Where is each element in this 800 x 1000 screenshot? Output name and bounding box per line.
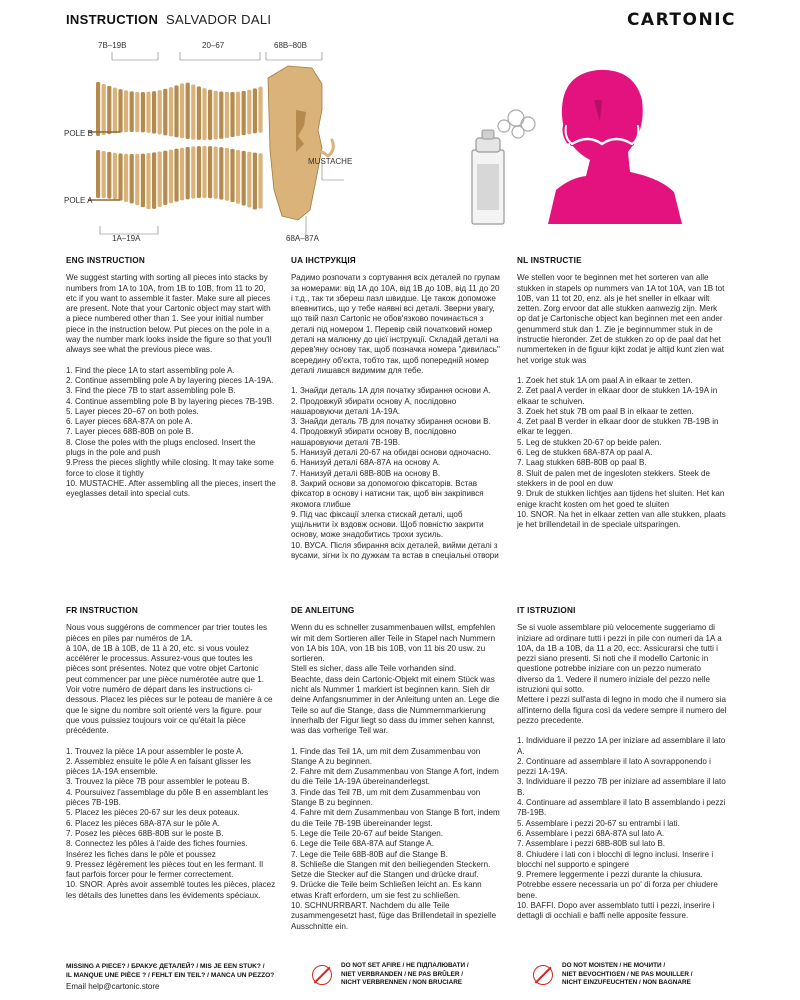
cardboard-slice [118, 89, 122, 132]
heading-fr: FR INSTRUCTION [66, 606, 138, 615]
dali-painted-bust [548, 70, 682, 224]
instruction-step: 7. Laag stukken 68B-80B op paal B. [517, 458, 647, 468]
missing-piece-line2: IL MANQUE UNE PIÈCE ? / FEHLT EIN TEIL? / MANCA UN PEZZO? [66, 972, 275, 979]
instruction-step: 5. Assemblare i pezzi 20-67 su entrambi i lati. [517, 818, 680, 828]
instruction-it [517, 606, 727, 922]
cardboard-slice [186, 83, 190, 139]
instruction-step: 1. Individuare il pezzo 1A per iniziare ad assemblare il lato A. [517, 736, 726, 756]
cardboard-slice [102, 151, 106, 198]
instruction-step: 2. Continue assembling pole A by layering pieces 1A-19A. [66, 375, 274, 385]
cardboard-slice [141, 92, 145, 132]
cardboard-slice [219, 92, 223, 139]
dali-head-shape [268, 66, 322, 220]
cardboard-slice [158, 152, 162, 207]
moisture-warning-text: DO NOT MOISTEN / НЕ МОЧИТИ / NIET BEVOCHTIGEN / NE PAS MOUILLER / NICHT EINZUFEUCHTEN / NON BAGNARE [562, 962, 693, 986]
cardboard-slice [208, 90, 212, 140]
fire-warning-text: DO NOT SET AFIRE / НЕ ПІДПАЛЮВАТИ / NIET VERBRANDEN / NE PAS BRÛLER / NICHT VERBRENNEN / NON BRUCIARE [341, 962, 469, 986]
instruction-step: 4. Продовжуй збирати основу В, послідовно нашаровуючи деталі 7В-19В. [291, 427, 457, 447]
intro-de: Wenn du es schneller zusammenbauen willst, empfehlen wir mit dem Sortieren aller Teile in Stapel nach Nummern von 1A bis 10A, von 1B bis 10B, von 11 bis 20 usw. zu sortieren. Stell es sicher, dass alle Teile vorhanden sind. Beachte, dass dein Cartonic-Objekt mit einem Stück was nicht als Nummer 1 markiert ist beginnen kann. Sieh dir deine Anfangsnummer in der Anleitung unten an. Lege die Teile so auf die Stange, dass die Nummernmarkierung innerhalb der Figur liegt so dass du immer sehen kannst, was das vorherige Teil war. [291, 623, 500, 736]
steps-nl [517, 376, 727, 530]
cardboard-slice [180, 148, 184, 201]
cardboard-slice [107, 86, 111, 134]
instruction-step: 10. SNOR. Na het in elkaar zetten van alle stukken, plaats je het brillendetail in de speciale uitsparingen. [517, 509, 726, 530]
cardboard-slice [197, 86, 201, 139]
cardboard-slice [197, 146, 201, 198]
cardboard-slice [113, 88, 117, 134]
instruction-step: 2. Fahre mit dem Zusammenbau von Stange A fort, indem du die Teile 1A-19A übereinanderlegst. [291, 767, 499, 787]
cardboard-slice [242, 91, 246, 135]
cardboard-slice [186, 147, 190, 199]
intro-nl: We stellen voor te beginnen met het sorteren van alle stukken in stapels op nummers van 1A tot 10A, van 1B tot 10B, van 11 tot 20, enz. als je het sneller in elkaar wilt zetten. Zorg ervoor dat alle stukken aanwezig zijn. Merk op dat je Cartonische object kan beginnen met een ander genummerd stuk dan 1. Zie je beginnummer stuk in de instructie hieronder. Zet de stukken zo op de paal dat het nummerteken in de figuur kijkt zodat je altijd kunt zien wat het vorige stuk was [517, 273, 725, 365]
cardboard-slice [191, 85, 195, 140]
instruction-step: 10. BAFFI. Dopo aver assemblato tutti i pezzi, inserire i dettagli di occhiali e baffi nelle apposite fessure. [517, 901, 715, 921]
cardboard-slice [247, 152, 251, 208]
steps-de [291, 747, 501, 932]
cardboard-slice [225, 92, 229, 138]
instruction-step: 8. Закрий основи за допомогою фіксаторів. Встав фіксатор в основу і натисни так, щоб він закріпився якомога глибше [291, 478, 484, 509]
instruction-step: 9. Pressez légèrement les pièces tout en les fermant. Il faut parfois forcer pour le fermer correctement. [66, 859, 264, 880]
cardboard-slice [174, 149, 178, 202]
cardboard-slice [202, 146, 206, 198]
cardboard-slice [230, 149, 234, 202]
dali-layered-model [60, 40, 360, 245]
instruction-step: 4. Continue assembling pole B by layering pieces 7B-19B. [66, 396, 275, 406]
cardboard-slice [146, 92, 150, 133]
cardboard-slice [169, 87, 173, 136]
cardboard-slice [208, 146, 212, 198]
cardboard-slice [113, 153, 117, 200]
instruction-step: 10. SCHNURRBART. Nachdem du alle Teile zusammengesetzt hast, füge das Brillendetail in spezielle Ausschnitte ein. [291, 901, 497, 931]
instruction-step: 2. Assemblez ensuite le pôle A en faisant glisser les pièces 1A-19A ensemble. [66, 756, 251, 777]
callout-68a-87a: 68A–87A [286, 234, 319, 243]
cardboard-slice [135, 154, 139, 205]
instruction-step: 8. Sluit de palen met de ingesloten stekkers. Steek de stekkers in de pool en duw [517, 468, 711, 488]
missing-piece-notice [66, 962, 296, 980]
instruction-step: 4. Poursuivez l'assemblage du pôle B en assemblant les pièces 7B-19B. [66, 787, 269, 808]
cardboard-slice [247, 90, 251, 134]
instruction-step: 1. Zoek het stuk 1A om paal A in elkaar te zetten. [517, 375, 693, 385]
instruction-step: 5. Нанизуй деталі 20-67 на обидві основи одночасно. [291, 448, 491, 458]
steps-en [66, 366, 276, 500]
instruction-step: 3. Individuare il pezzo 7B per iniziare ad assemblare il lato B. [517, 777, 726, 797]
callout-7b-19b: 7B–19B [98, 41, 127, 50]
cardboard-slice [135, 92, 139, 132]
instruction-step: 7. Assemblare i pezzi 68B-80B sul lato B. [517, 839, 666, 849]
instruction-step: 1. Finde das Teil 1A, um mit dem Zusammenbau von Stange A zu beginnen. [291, 746, 481, 766]
steps-it [517, 736, 727, 921]
steps-fr [66, 747, 276, 901]
instruction-step: 10. MUSTACHE. After assembling all the pieces, insert the eyeglasses detail into special cuts. [66, 478, 276, 499]
intro-en: We suggest starting with sorting all pieces into stacks by numbers from 1A to 10A, from 1B to 10B, from 11 to 20, etc if you want to assemble it faster. Make sure all pieces are present. Note that your Cartonic object may start with a piece numbered other than 1. See your initial number piece in the instruction below. Put pieces on the pole in a way the number mark looks inside the figure so that you'll always see what the previous piece was. [66, 273, 272, 355]
support-email: Email help@cartonic.store [66, 982, 160, 991]
callout-pole-b: POLE B [64, 129, 93, 138]
instruction-step: 9. Під час фіксації злегка стискай деталі, щоб ущільнити їх вздовж основи. Щоб повністю закрити основу, може знадобитись трохи зусиль. [291, 509, 484, 540]
cardboard-slice [118, 153, 122, 200]
cardboard-slice [152, 152, 156, 208]
cardboard-slice [253, 153, 257, 210]
instruction-fr [66, 606, 276, 901]
spray-can-icon [472, 130, 504, 224]
moisture-warning [533, 962, 693, 988]
cardboard-slice [141, 154, 145, 208]
page-header [66, 12, 736, 32]
instruction-step: 7. Нанизуй деталі 68В-80В на основу В. [291, 468, 441, 478]
page-footer [66, 962, 746, 992]
cardboard-slice [146, 153, 150, 209]
instruction-step: 1. Trouvez la pièce 1A pour assembler le poste A. [66, 746, 244, 756]
instruction-step: 10. SNOR. Après avoir assemblé toutes les pièces, placez les détails des lunettes dans les évidements spéciaux. [66, 880, 276, 900]
spray-cloud-icon [498, 110, 535, 138]
instruction-step: 6. Assemblare i pezzi 68A-87A sul lato A. [517, 828, 665, 838]
instruction-step: 4. Zet paal B verder in elkaar door de stukken 7B-19B in elkar te leggen. [517, 417, 719, 437]
instruction-step: 8. Close the poles with the plugs enclosed. Insert the plugs in the pole and push [66, 437, 256, 458]
intro-fr: Nous vous suggérons de commencer par trier toutes les pièces en piles par numéros de 1A. à 10A, de 1B à 10B, de 11 à 20, etc. si vous voulez accélérer le processus. Assurez-vous que toutes les pièces sont présentes. Notez que votre objet Cartonic peut commencer par une pièce numérotée autre que 1. Voir votre numéro de départ dans les instructions ci-dessous. Placez les pièces sur le poteau de manière à ce que le signe du nombre soit orienté vers la figure. pour que vous puissiez toujours voir ce qu'était la pièce précédente. [66, 623, 273, 736]
no-water-icon [533, 965, 553, 985]
cardboard-slice [130, 91, 134, 132]
instruction-title: INSTRUCTION [66, 12, 159, 27]
instruction-step: 6. Layer pieces 68A-87A on pole A. [66, 417, 193, 427]
cardboard-slice [163, 151, 167, 205]
dali-layered-model-svg [60, 40, 360, 245]
cardboard-slice [253, 88, 257, 133]
instruction-step: 1. Знайди деталь 1А для початку збирання основи А. [291, 386, 491, 396]
instruction-step: 9. Drücke die Teile beim Schließen leicht an. Es kann etwas Kraft erfordern, um sie fest zu schließen. [291, 880, 482, 900]
cardboard-slice [96, 82, 100, 136]
callout-1a-19a: 1A–19A [112, 234, 141, 243]
instruction-step: 6. Leg de stukken 68A-87A op paal A. [517, 448, 653, 458]
callout-68b-80b: 68B–80B [274, 41, 307, 50]
instruction-step: 3. Trouvez la pièce 7B pour assembler le poteau B. [66, 777, 250, 787]
cardboard-layers [96, 82, 263, 209]
cardboard-slice [107, 152, 111, 199]
cardboard-slice [174, 85, 178, 137]
instruction-step: 5. Leg de stukken 20-67 op beide palen. [517, 437, 662, 447]
instruction-step: 9.Press the pieces slightly while closing. It may take some force to close it tightly [66, 458, 274, 478]
instruction-step: 7. Lege die Teile 68B-80B auf die Stange B. [291, 849, 448, 859]
cardboard-slice [225, 148, 229, 201]
instruction-step: 3. Finde das Teil 7B, um mit dem Zusammenbau von Stange B zu beginnen. [291, 787, 481, 808]
cardboard-slice [258, 87, 262, 133]
cardboard-slice [158, 90, 162, 134]
cardboard-slice [163, 89, 167, 136]
cardboard-slice [191, 146, 195, 198]
instruction-step: 9. Druk de stukken lichtjes aan tijdens het sluiten. Het kan enige kracht kosten om het goed te sluiten [517, 489, 725, 509]
instruction-ua [291, 256, 501, 561]
instruction-nl [517, 256, 727, 530]
steps-ua [291, 386, 501, 561]
cartonic-logo: CARTONIC [626, 10, 736, 30]
spray-paint-illustration [460, 60, 690, 230]
fire-warning [312, 962, 469, 988]
dali-painted-figure [460, 60, 690, 230]
model-name: SALVADOR DALI [166, 12, 272, 27]
instruction-step: 8. Schließe die Stangen mit den beiliegenden Steckern. Setze die Stecker auf die Stangen und drücke drauf. [291, 859, 491, 880]
instruction-step: 10. ВУСА. Після збирання всіх деталей, вийми деталі з вусами, зігни їх по дужкам та встав в спеціальні отвори [291, 540, 499, 561]
instruction-step: 9. Premere leggermente i pezzi durante la chiusura. Potrebbe essere necessaria un po' di forza per chiudere bene. [517, 870, 718, 900]
heading-de: DE ANLEITUNG [291, 606, 355, 615]
instruction-step: 6. Placez les pièces 68A-87A sur le pôle A. [66, 818, 220, 828]
instruction-step: 8. Connectez les pôles à l'aide des fiches fournies. Insérez les fiches dans le pôle et poussez [66, 839, 248, 859]
cardboard-slice [236, 92, 240, 137]
cardboard-slice [214, 91, 218, 140]
cardboard-slice [130, 154, 134, 204]
cardboard-slice [219, 147, 223, 199]
cardboard-slice [124, 154, 128, 202]
cardboard-slice [152, 91, 156, 134]
no-fire-icon [312, 965, 332, 985]
instruction-step: 6. Нанизуй деталі 68А-87А на основу А. [291, 458, 441, 468]
instruction-step: 7. Posez les pièces 68B-80B sur le poste B. [66, 828, 224, 838]
instruction-step: 3. Знайди деталь 7В для початку збирання основи В. [291, 417, 491, 427]
callout-pole-a: POLE A [64, 196, 93, 205]
intro-it: Se si vuole assemblare più velocemente suggeriamo di iniziare ad ordinare tutti i pezzi in pile con numeri da 1A a 10A, da 1B a 10B, da 11 a 20, ecc. Assicurarsi che tutti i pezzi siano presenti. Si noti che il modello Cartonic in questione potrebbe iniziare con un pezzo numerato diverso da 1. Vedere il numero iniziale del pezzo nelle istruzioni qui sotto. Mettere i pezzi sull'asta di legno in modo che il numero sia all'interno della figura così da vedere sempre il numero del pezzo precedente. [517, 623, 727, 725]
instruction-step: 5. Layer pieces 20–67 on both poles. [66, 406, 199, 416]
instruction-step: 3. Find the piece 7B to start assembling pole B. [66, 386, 236, 396]
cardboard-slice [258, 153, 262, 208]
cardboard-slice [202, 88, 206, 140]
instruction-de [291, 606, 501, 932]
cardboard-slice [169, 150, 173, 204]
cardboard-slice [214, 147, 218, 199]
instruction-step: 1. Find the piece 1A to start assembling pole A. [66, 365, 235, 375]
missing-piece-line1: MISSING A PIECE? / БРАКУЄ ДЕТАЛЕЙ? / MIS JE EEN STUK? / [66, 963, 265, 970]
instruction-step: 5. Placez les pièces 20-67 sur les deux poteaux. [66, 808, 240, 818]
instruction-step: 8. Chiudere i lati con i blocchi di legno inclusi. Inserire i blocchi nel supporto e spingere [517, 849, 714, 869]
cardboard-slice [230, 92, 234, 137]
instruction-step: 2. Zet paal A verder in elkaar door de stukken 1A-19A in elkaar te schuiven. [517, 386, 718, 406]
heading-nl: NL INSTRUCTIE [517, 256, 582, 265]
cardboard-slice [242, 151, 246, 206]
instruction-step: 5. Lege die Teile 20-67 auf beide Stangen. [291, 828, 443, 838]
instruction-step: 7. Layer pieces 68B-80B on pole B. [66, 427, 194, 437]
cardboard-slice [180, 83, 184, 138]
cardboard-slice [236, 150, 240, 204]
intro-ua: Радимо розпочати з сортування всіх деталей по групам за номерами: від 1А до 10А, від 1В до 10В, від 11 до 20 і т.д., так ти збереш пазл швидше. Це також допоможе впевнитись, що у тебе наявні всі деталі. Зверни увагу, що твій пазл Cartonic не обов'язково починається з деталі під номером 1. Перевір свій початковий номер деталі на малюнку до цієї інструкції. Складай деталі на дерев'яну основу так, щоб позначка номера "дивилась" всередину об'єкта, тобто так, щоб попередній номер деталі лишався видимим для тебе. [291, 273, 500, 375]
cardboard-slice [102, 84, 106, 135]
instruction-step: 4. Continuare ad assemblare il lato B assemblando i pezzi 7B-19B. [517, 798, 726, 818]
instruction-step: 3. Zoek het stuk 7B om paal B in elkaar te zetten. [517, 406, 694, 416]
instruction-step: 4. Fahre mit dem Zusammenbau von Stange B fort, indem du die Teile 7B-19B übereinander legst. [291, 808, 500, 828]
cardboard-slice [124, 90, 128, 132]
instruction-en [66, 256, 276, 500]
instruction-step: 6. Lege die Teile 68A-87A auf Stange A. [291, 839, 434, 849]
callout-20-67: 20–67 [202, 41, 225, 50]
instruction-step: 2. Продовжуй збирати основу А, послідовно нашаровуючи деталі 1А-19А. [291, 396, 457, 416]
cardboard-slice [96, 150, 100, 198]
heading-ua: UA ІНСТРУКЦІЯ [291, 256, 356, 265]
callout-mustache: MUSTACHE [308, 157, 353, 166]
heading-en: ENG INSTRUCTION [66, 256, 145, 265]
instruction-step: 2. Continuare ad assemblare il lato A sovrapponendo i pezzi 1A-19A. [517, 756, 711, 777]
heading-it: IT ISTRUZIONI [517, 606, 576, 615]
